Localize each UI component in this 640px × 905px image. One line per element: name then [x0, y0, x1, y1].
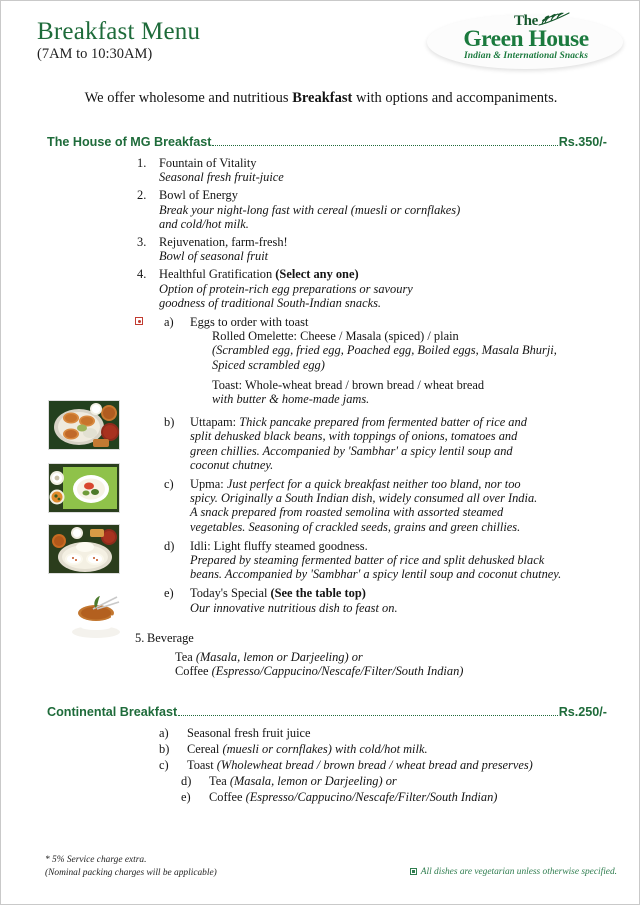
option-letter: a): [159, 725, 169, 740]
option-line: [212, 343, 640, 357]
page-title: Breakfast Menu: [37, 18, 201, 45]
section-title: Continental Breakfast: [47, 704, 178, 719]
item-desc: Option of protein-rich egg preparations or savoury: [159, 281, 413, 296]
restaurant-logo: [433, 13, 619, 71]
continental-items: [1, 726, 640, 805]
option-title: Eggs to order with toast: [190, 315, 309, 330]
item-number: 3.: [137, 235, 147, 250]
option-letter: e): [164, 586, 174, 601]
option-lead: Cereal: [187, 741, 223, 756]
dotted-leader: [212, 145, 557, 146]
item-title: Healthful Gratification: [159, 267, 276, 282]
logo-tagline: Indian & International Snacks: [463, 51, 589, 61]
item-number: 2.: [137, 188, 147, 203]
beverage-coffee: [175, 664, 640, 678]
option-line: [212, 378, 640, 392]
menu-option: [159, 726, 640, 740]
item-title-bold: (Select any one): [275, 267, 359, 282]
option-line: [190, 458, 640, 472]
menu-option: [181, 774, 640, 788]
menu-option-uttapam: [164, 415, 640, 472]
non-veg-icon: [135, 317, 143, 325]
option-line-text: spicy. Originally a South Indian dish, widely consumed all over India.: [190, 491, 538, 506]
option-line-text: Our innovative nutritious dish to feast on.: [190, 600, 398, 615]
option-line-text: Rolled Omelette: Cheese / Masala (spiced) / plain: [212, 329, 459, 344]
option-line-text: Toast: Whole-wheat bread / brown bread / wheat bread: [212, 377, 485, 392]
dotted-leader: [178, 715, 558, 716]
tea-label: Tea: [175, 650, 196, 665]
option-italic: (Masala, lemon or Darjeeling) or: [229, 774, 397, 789]
veg-square-icon: [410, 868, 417, 875]
vegetarian-note: [410, 867, 617, 877]
menu-option-idli: [164, 539, 640, 582]
menu-option-eggs: [164, 315, 640, 406]
option-line: [212, 329, 640, 343]
menu-item: [137, 156, 640, 184]
logo-the-text: The: [513, 13, 539, 29]
option-line-text: Thick pancake prepared from fermented batter of rice and: [239, 415, 527, 430]
menu-option: [159, 758, 640, 772]
section-price: Rs.350/-: [558, 135, 607, 149]
option-line-text: Prepared by steaming fermented batter of rice and split dehusked black: [190, 553, 545, 568]
logo-name: Green House: [463, 26, 589, 52]
item-desc-2: and cold/hot milk.: [159, 216, 249, 231]
item-title: Bowl of Energy: [159, 188, 238, 203]
option-lead: Tea: [209, 774, 230, 789]
option-lead: Seasonal fresh fruit juice: [187, 725, 311, 740]
option-letter: d): [181, 774, 192, 789]
option-italic: (Wholewheat bread / brown bread / wheat bread and preserves): [216, 757, 533, 772]
menu-item: [137, 267, 640, 310]
intro-before: We offer wholesome and nutritious: [84, 90, 293, 106]
option-line: [190, 429, 640, 443]
menu-option: [159, 742, 640, 756]
tea-cup-photo: [63, 591, 129, 641]
tea-desc: (Masala, lemon or Darjeeling) or: [195, 650, 363, 665]
option-line-text: Just perfect for a quick breakfast neither too bland, nor too: [226, 477, 521, 492]
option-lead: Uttapam:: [190, 415, 240, 430]
option-line: [190, 505, 640, 519]
section-header-house-of-mg: [47, 135, 607, 149]
option-lead: Coffee: [209, 790, 246, 805]
service-charge-note: * 5% Service charge extra.: [45, 855, 147, 865]
intro-line: [1, 90, 640, 107]
option-line: [190, 491, 640, 505]
packing-charge-note: (Nominal packing charges will be applicable): [45, 868, 217, 878]
option-letter: b): [164, 415, 175, 430]
coffee-label: Coffee: [175, 664, 212, 679]
option-line-text: vegetables. Seasoning of crackled seeds, grains and green chillies.: [190, 519, 521, 534]
menu-item: [137, 235, 640, 263]
menu-option: [181, 790, 640, 804]
option-letter: b): [159, 741, 170, 756]
option-lead: Today's Special: [190, 586, 271, 601]
option-line: [212, 358, 640, 372]
option-letter: e): [181, 790, 191, 805]
option-line-text: beans. Accompanied by 'Sambhar' a spicy lentil soup and coconut chutney.: [190, 567, 562, 582]
vegetarian-note-text: All dishes are vegetarian unless otherwise specified.: [420, 867, 617, 877]
option-line-text: with butter & home-made jams.: [212, 392, 370, 407]
option-letter: c): [164, 477, 174, 492]
intro-bold: Breakfast: [292, 90, 353, 106]
option-line: [212, 392, 640, 406]
coffee-desc: (Espresso/Cappucino/Nescafe/Filter/South Indian): [211, 664, 464, 679]
page-header: [1, 1, 640, 81]
intro-after: with options and accompaniments.: [352, 90, 558, 106]
section-price: Rs.250/-: [558, 704, 607, 719]
item-desc: Bowl of seasonal fruit: [159, 249, 269, 264]
item-number: 4.: [137, 267, 147, 282]
option-line: [190, 520, 640, 534]
option-line: [190, 444, 640, 458]
option-lead: Upma:: [190, 477, 227, 492]
item-title: Beverage: [147, 630, 194, 645]
option-line: [190, 553, 640, 567]
beverage-tea: [175, 650, 640, 664]
footer-notes: [45, 854, 217, 880]
option-line: [190, 567, 640, 581]
idli-photo: [48, 524, 120, 574]
leaf-branch-icon: [537, 12, 571, 31]
option-lead-bold: (See the table top): [270, 586, 366, 601]
section-header-continental: [47, 705, 607, 719]
option-line-text: A snack prepared from roasted semolina with assorted steamed: [190, 505, 504, 520]
item-number: 1.: [137, 156, 147, 170]
upma-photo: [48, 463, 120, 513]
menu-item-beverage: [135, 631, 640, 679]
menu-item: [137, 188, 640, 231]
menu-option-upma: [164, 477, 640, 534]
service-hours: (7AM to 10:30AM): [37, 46, 153, 63]
item-title: Fountain of Vitality: [159, 156, 257, 170]
item-desc: Seasonal fresh fruit-juice: [159, 170, 284, 185]
option-letter: a): [164, 315, 174, 330]
item-desc: Break your night-long fast with cereal (muesli or cornflakes): [159, 202, 461, 217]
option-letter: c): [159, 757, 169, 772]
menu-option-todays-special: [164, 586, 640, 614]
option-lead: Idli: Light fluffy steamed goodness.: [190, 538, 368, 553]
page-footer: [1, 854, 640, 890]
item-number: 5.: [135, 630, 145, 645]
option-italic: (Espresso/Cappucino/Nescafe/Filter/South Indian): [245, 790, 498, 805]
option-italic: (muesli or cornflakes) with cold/hot milk.: [222, 741, 428, 756]
option-lead: Toast: [187, 757, 217, 772]
item-desc-2: goodness of traditional South-Indian snacks.: [159, 295, 381, 310]
option-line-text: split dehusked black beans, with toppings of onions, tomatoes and: [190, 429, 518, 444]
option-line-text: Spiced scrambled egg): [212, 357, 325, 372]
option-line-text: green chillies. Accompanied by 'Sambhar' a spicy lentil soup and: [190, 443, 513, 458]
option-letter: d): [164, 538, 175, 553]
uttapam-photo: [48, 400, 120, 450]
option-line-text: coconut chutney.: [190, 457, 274, 472]
title-block: [37, 19, 200, 63]
section-title: The House of MG Breakfast: [47, 135, 212, 149]
option-line: [190, 601, 640, 615]
option-line-text: (Scrambled egg, fried egg, Poached egg, Boiled eggs, Masala Bhurji,: [212, 343, 557, 358]
item-title: Rejuvenation, farm-fresh!: [159, 235, 288, 250]
